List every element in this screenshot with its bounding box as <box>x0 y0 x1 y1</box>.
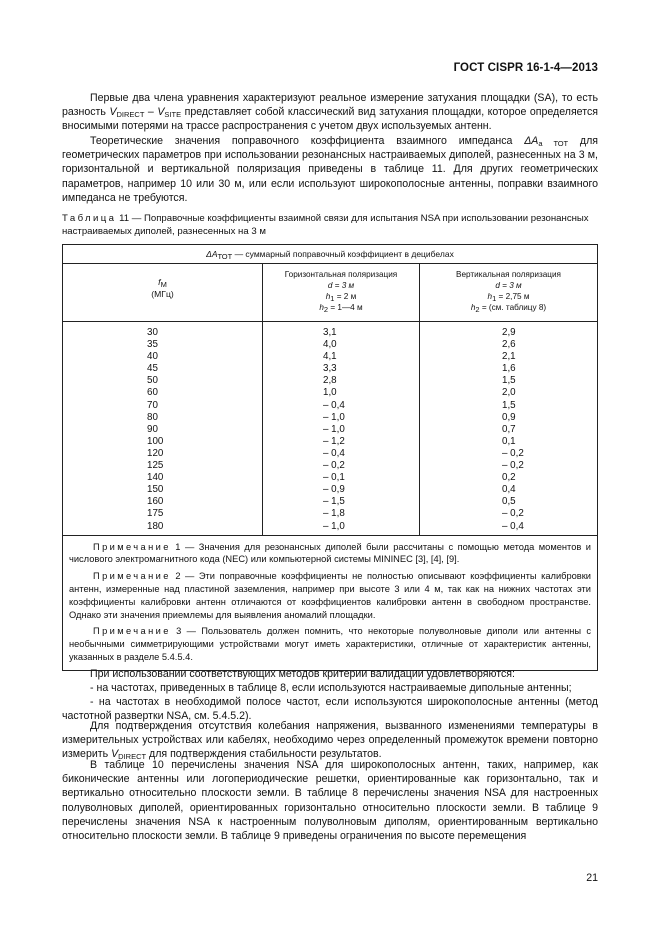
document-header: ГОСТ CISPR 16-1-4—2013 <box>453 62 598 74</box>
frequency-value: 30 <box>147 327 158 338</box>
param-value: = 2 м <box>334 292 357 301</box>
column-title: Горизонтальная поляризация <box>284 270 398 279</box>
frequency-value: 140 <box>147 472 164 484</box>
table-caption <box>62 212 602 238</box>
vertical-value: 2,1 <box>502 351 516 363</box>
column-header-frequency <box>63 264 263 322</box>
correction-table <box>62 244 598 671</box>
frequency-value: 35 <box>147 339 158 351</box>
column-header-vertical <box>420 264 598 322</box>
body-paragraph-5: В таблице 10 перечислены значения NSA для широкополосных антенн, таких, например, как биконические антенны или логопериодические решетки, ориентированные как горизонтально, так и вертикально относительно плоскости земли. В таблице 8 перечислены значения NSA для настроенных полуволновых диполей, ориентированных горизонтально относительно плоскости земли. В таблице 9 перечислены значения NSA к настроенным полуволновым диполям, ориентированным вертикально относительно плоскости земли. В таблице 9 приведены ограничения по высоте перемещения <box>62 759 598 843</box>
vertical-value: 0,2 <box>502 472 516 484</box>
horizontal-value: – 0,9 <box>323 484 345 496</box>
symbol-h: h <box>470 303 476 312</box>
table-title-row <box>63 245 598 264</box>
subscript: ТОТ <box>217 252 233 261</box>
horizontal-value: 4,1 <box>323 351 337 363</box>
body-paragraph-2: - на частотах, приведенных в таблице 8, если используются настраиваемые дипольные антенны; <box>90 682 572 694</box>
symbol-v: V <box>109 106 117 119</box>
column-header-horizontal <box>263 264 420 322</box>
symbol-delta-a: ΔA <box>524 135 539 147</box>
vertical-value: 2,6 <box>502 339 516 351</box>
frequency-value: 40 <box>147 351 158 363</box>
horizontal-value: – 1,0 <box>323 520 345 532</box>
symbol-v: V <box>157 106 165 119</box>
subscript: M <box>160 280 167 289</box>
page-number: 21 <box>586 872 598 884</box>
text-fragment: Теоретические значения поправочного коэффициента взаимного импеданса <box>90 135 525 147</box>
text-fragment: – <box>144 106 158 119</box>
vertical-value: 1,5 <box>502 375 516 387</box>
text-fragment: для геометрических параметров при использовании резонансных настраиваемых диполей, разнесенных на 3 м, горизонтальной и вертикальной поляризация приведены в таблице 11. Для других геометрических параметров, например 10 или 30 м, или если используют широкополосные антенны, поправки взаимного импеданса не требуются. <box>62 135 598 204</box>
vertical-value: 0,5 <box>502 496 516 508</box>
symbol-h: h <box>325 292 331 301</box>
frequency-value: 45 <box>147 363 158 375</box>
horizontal-value: 1,0 <box>323 387 337 399</box>
param-value: = 1—4 м <box>328 303 363 312</box>
note-label: Примечание <box>93 626 171 637</box>
vertical-value: 1,5 <box>502 399 516 411</box>
text-fragment: представляет собой классический вид затухания площадки, которое определяется вносимыми потерями на трассе распространения с учетом двух используемых антенн. <box>62 106 598 133</box>
vertical-value: 0,1 <box>502 435 516 447</box>
frequency-value: 100 <box>147 435 164 447</box>
subscript: 1 <box>492 294 497 303</box>
frequency-value: 125 <box>147 460 164 472</box>
vertical-value: – 0,4 <box>502 520 524 532</box>
vertical-value: – 0,2 <box>502 447 524 459</box>
note-text: 1 — Значения для резонансных диполей были рассчитаны с помощью метода моментов и числового электромагнитного кода (NEC) или компьютерной системы MININEC [3], [4], [9]. <box>69 541 591 565</box>
symbol-delta-a: ΔA <box>206 249 218 259</box>
body-paragraph-3: - на частотах в необходимой полосе частот, если используются широкополосные антенны (метод частотной развертки NSA, см. 5.4.5.2). <box>62 696 598 723</box>
table-notes <box>63 535 598 670</box>
horizontal-value: – 1,0 <box>323 423 345 435</box>
frequency-value: 150 <box>147 484 164 496</box>
note-3 <box>69 625 591 663</box>
horizontal-value: – 1,2 <box>323 435 345 447</box>
frequency-column <box>63 322 263 536</box>
intro-paragraph-1 <box>62 91 598 134</box>
subscript: DIRECT <box>116 110 145 120</box>
param-d: d = 3 м <box>327 281 355 290</box>
horizontal-value: – 1,8 <box>323 508 345 520</box>
table-title-text: — суммарный поправочный коэффициент в децибелах <box>232 249 454 259</box>
text-fragment: Для подтверждения отсутствия колебания напряжения, вызванного изменениями температуры в измерительных устройствах или кабелях, необходимо через определенный промежуток времени повторно измерить <box>62 720 598 761</box>
horizontal-value: 3,3 <box>323 363 337 375</box>
horizontal-value: – 1,0 <box>323 411 345 423</box>
vertical-value: 0,7 <box>502 423 516 435</box>
frequency-value: 120 <box>147 447 164 459</box>
vertical-value: – 0,2 <box>502 508 524 520</box>
caption-label: Таблица <box>62 213 117 224</box>
caption-text: 11 — Поправочные коэффициенты взаимной связи для испытания NSA при использовании резонансных настраиваемых диполей, разнесенных на 3 м <box>62 213 589 237</box>
note-1 <box>69 541 591 567</box>
symbol-f: f <box>158 277 161 287</box>
frequency-value: 160 <box>147 496 164 508</box>
text-fragment: Первые два члена уравнения характеризуют реальное измерение затухания площадки (SA), то есть разность <box>62 92 598 119</box>
note-label: Примечание <box>93 571 171 582</box>
vertical-value: 2,0 <box>502 387 516 399</box>
symbol-h: h <box>487 292 493 301</box>
column-title: Вертикальная поляризация <box>455 270 561 279</box>
vertical-value: 0,4 <box>502 484 516 496</box>
horizontal-value: – 0,2 <box>323 460 345 472</box>
subscript: DIRECT <box>118 752 147 762</box>
subscript: 1 <box>330 294 335 303</box>
body-paragraph-1: При использовании соответствующих методов критерии валидации удовлетворяются: <box>90 668 515 680</box>
note-text: 2 — Эти поправочные коэффициенты не полностью описывают коэффициенты калибровки антенн, измеренные над пластиной заземления, например при высоте 3 или 4 м, так как на нижних частотах эти коэффициенты калибровки антенн отличаются от коэффициентов калибровки антенн в свободном пространстве. Однако эти значения приемлемы для выявления аномалий площадки. <box>69 571 591 620</box>
frequency-value: 80 <box>147 411 158 423</box>
horizontal-value: 3,1 <box>323 327 337 338</box>
frequency-unit: (МГц) <box>151 289 174 299</box>
subscript: 2 <box>323 305 329 314</box>
frequency-value: 180 <box>147 520 164 532</box>
vertical-value: 0,9 <box>502 411 516 423</box>
subscript: a ТОТ <box>538 139 569 148</box>
subscript: 2 <box>475 305 480 314</box>
note-label: Примечание <box>93 541 171 552</box>
horizontal-value: – 0,1 <box>323 472 345 484</box>
symbol-h: h <box>319 303 324 312</box>
note-text: 3 — Пользователь должен помнить, что некоторые полуволновые диполи или антенны с необычными симметрирующими устройствами могут иметь характеристики, отличные от характеристик антенны, указанных в разделе 5.4.5.4. <box>69 626 591 662</box>
horizontal-value: 4,0 <box>323 339 337 351</box>
vertical-value: 1,6 <box>502 363 516 375</box>
frequency-value: 70 <box>147 399 158 411</box>
vertical-column <box>420 322 598 536</box>
horizontal-column <box>263 322 420 536</box>
note-2 <box>69 570 591 621</box>
param-value: = 2,75 м <box>496 292 530 301</box>
horizontal-value: – 0,4 <box>323 447 345 459</box>
frequency-value: 60 <box>147 387 158 399</box>
frequency-value: 90 <box>147 423 158 435</box>
symbol-v: V <box>111 748 119 761</box>
param-d: d = 3 м <box>495 281 522 290</box>
horizontal-value: 2,8 <box>323 375 337 387</box>
subscript: SITE <box>164 110 182 120</box>
param-value: = (см. таблицу 8) <box>479 303 547 312</box>
frequency-value: 175 <box>147 508 164 520</box>
text-fragment: для подтверждения стабильности результатов. <box>146 748 382 761</box>
frequency-value: 50 <box>147 375 158 387</box>
vertical-value: – 0,2 <box>502 460 524 472</box>
body-paragraph-4 <box>62 719 598 762</box>
horizontal-value: – 1,5 <box>323 496 345 508</box>
intro-paragraph-2 <box>62 134 598 205</box>
vertical-value: 2,9 <box>502 327 516 338</box>
horizontal-value: – 0,4 <box>323 399 345 411</box>
